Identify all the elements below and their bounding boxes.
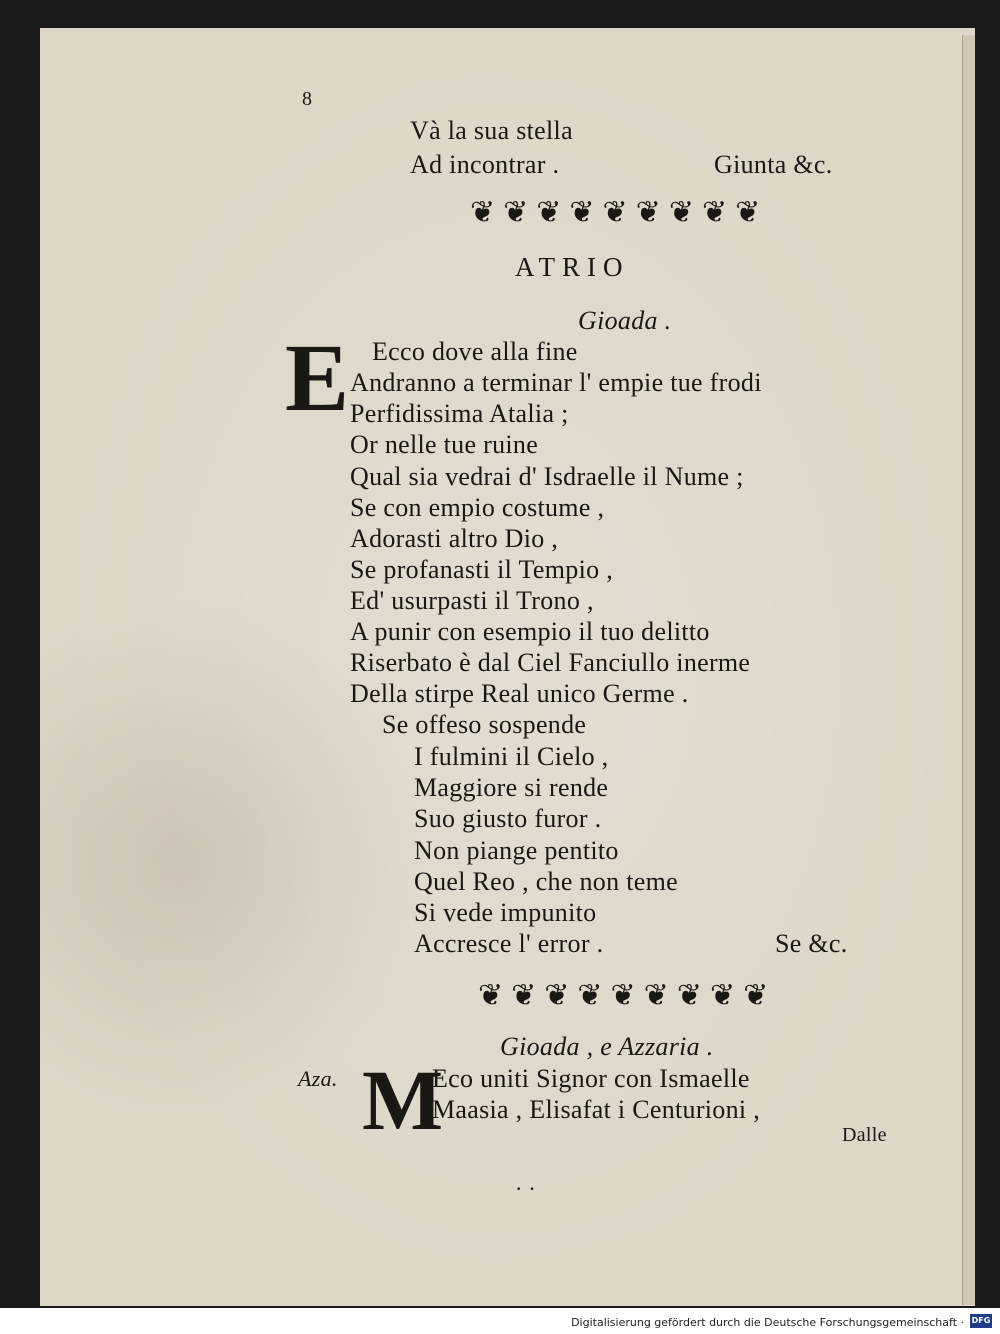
verse-line: Della stirpe Real unico Germe . — [350, 679, 689, 708]
verse-line: Adorasti altro Dio , — [350, 524, 559, 553]
aria-line: Accresce l' error . — [414, 929, 604, 958]
ornament-divider: ❦❦❦❦❦❦❦❦❦ — [478, 979, 777, 1012]
page-number: 8 — [302, 88, 313, 110]
verse-line: Maasia , Elisafat i Centurioni , — [432, 1095, 761, 1124]
aria-line: Non piange pentito — [414, 836, 619, 865]
aria-line: I fulmini il Cielo , — [414, 742, 609, 771]
speaker-name: Gioada , e Azzaria . — [500, 1032, 714, 1061]
aria-line: Si vede impunito — [414, 898, 597, 927]
speaker-name: Gioada . — [578, 306, 672, 335]
verse-line: Ed' usurpasti il Trono , — [350, 586, 594, 615]
verse-line: Se con empio costume , — [350, 493, 605, 522]
aria-line: Se offeso sospende — [382, 710, 587, 739]
section-title: ATRIO — [515, 252, 630, 282]
verse-line: Perfidissima Atalia ; — [350, 399, 569, 428]
drop-cap: E — [285, 324, 350, 431]
page-edge — [962, 35, 975, 1305]
verse-line: Ad incontrar . — [410, 150, 560, 179]
catchword: Dalle — [842, 1124, 887, 1146]
signature-mark: · · — [515, 1176, 537, 1201]
verse-line: Or nelle tue ruine — [350, 430, 539, 459]
verse-line: Ecco dove alla fine — [372, 337, 578, 366]
verse-line: Riserbato è dal Ciel Fanciullo inerme — [350, 648, 751, 677]
footer-credit: Digitalisierung gefördert durch die Deutsche Forschungsgemeinschaft · — [571, 1316, 964, 1329]
repeat-cue: Se &c. — [775, 929, 848, 958]
verse-line: A punir con esempio il tuo delitto — [350, 617, 710, 646]
repeat-cue: Giunta &c. — [714, 150, 833, 179]
verse-line: Qual sia vedrai d' Isdraelle il Nume ; — [350, 462, 744, 491]
aria-line: Quel Reo , che non teme — [414, 867, 678, 896]
speaker-abbrev: Aza. — [298, 1066, 338, 1091]
aria-line: Maggiore si rende — [414, 773, 609, 802]
verse-line: Andranno a terminar l' empie tue frodi — [350, 368, 762, 397]
verse-line: Se profanasti il Tempio , — [350, 555, 613, 584]
dfg-logo: DFG — [970, 1314, 992, 1328]
drop-cap: M — [362, 1052, 444, 1148]
verse-line: Eco uniti Signor con Ismaelle — [432, 1064, 750, 1093]
ornament-divider: ❦❦❦❦❦❦❦❦❦ — [470, 196, 769, 229]
verse-line: Và la sua stella — [410, 116, 573, 145]
aria-line: Suo giusto furor . — [414, 804, 602, 833]
